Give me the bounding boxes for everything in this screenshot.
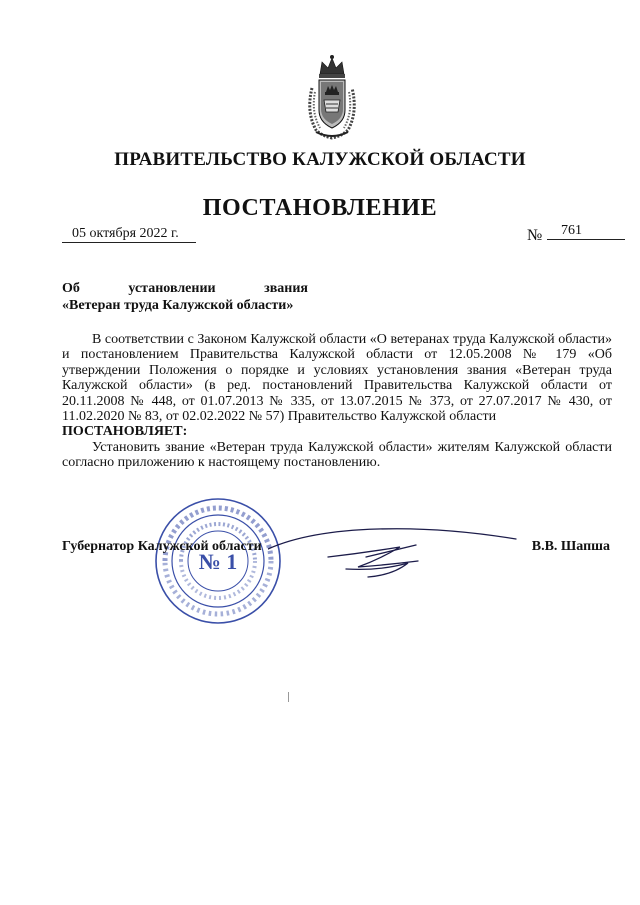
subject-word: Об: [62, 281, 80, 296]
handwritten-signature: [268, 525, 528, 595]
signatory-name: В.В. Шапша: [531, 539, 610, 554]
decree-word: ПОСТАНОВЛЯЕТ:: [62, 424, 188, 440]
document-number: 761: [547, 222, 625, 240]
signatory-position: Губернатор Калужской области: [62, 539, 262, 554]
subject-line-2: «Ветеран труда Калужской области»: [62, 298, 294, 313]
document-subject: [62, 280, 308, 314]
number-sign: №: [527, 227, 543, 244]
document-type-title: ПОСТАНОВЛЕНИЕ: [202, 195, 438, 221]
subject-line-1: [62, 280, 308, 297]
seal-number: № 1: [198, 549, 238, 574]
document-date: 05 октября 2022 г.: [62, 225, 196, 243]
scan-mark: [288, 692, 289, 702]
body-paragraph-1: В соответствии с Законом Калужской области «О ветеранах труда Калужской области» и постановлением Правительства Калужской области от 12.05.2008 № 179 «Об утверждении Положения о порядке и условиях установления звания «Ветеран труда Калужской области» (в ред. постановлений Правительства Калужской области от 20.11.2008 № 448, от 01.07.2013 № 335, от 13.07.2015 № 373, от 27.07.2017 № 430, от 11.02.2020 № 83, от 02.02.2022 № 57) Правительство Калужской области: [62, 332, 612, 425]
subject-word: установлении: [128, 281, 216, 296]
coat-of-arms-emblem: [302, 52, 362, 140]
document-body: [62, 332, 612, 471]
official-seal: [153, 496, 283, 626]
body-paragraph-2: Установить звание «Ветеран труда Калужской области» жителям Калужской области согласно приложению к настоящему постановлению.: [62, 439, 612, 471]
government-title: ПРАВИТЕЛЬСТВО КАЛУЖСКОЙ ОБЛАСТИ: [114, 149, 526, 170]
subject-word: звания: [264, 281, 308, 296]
